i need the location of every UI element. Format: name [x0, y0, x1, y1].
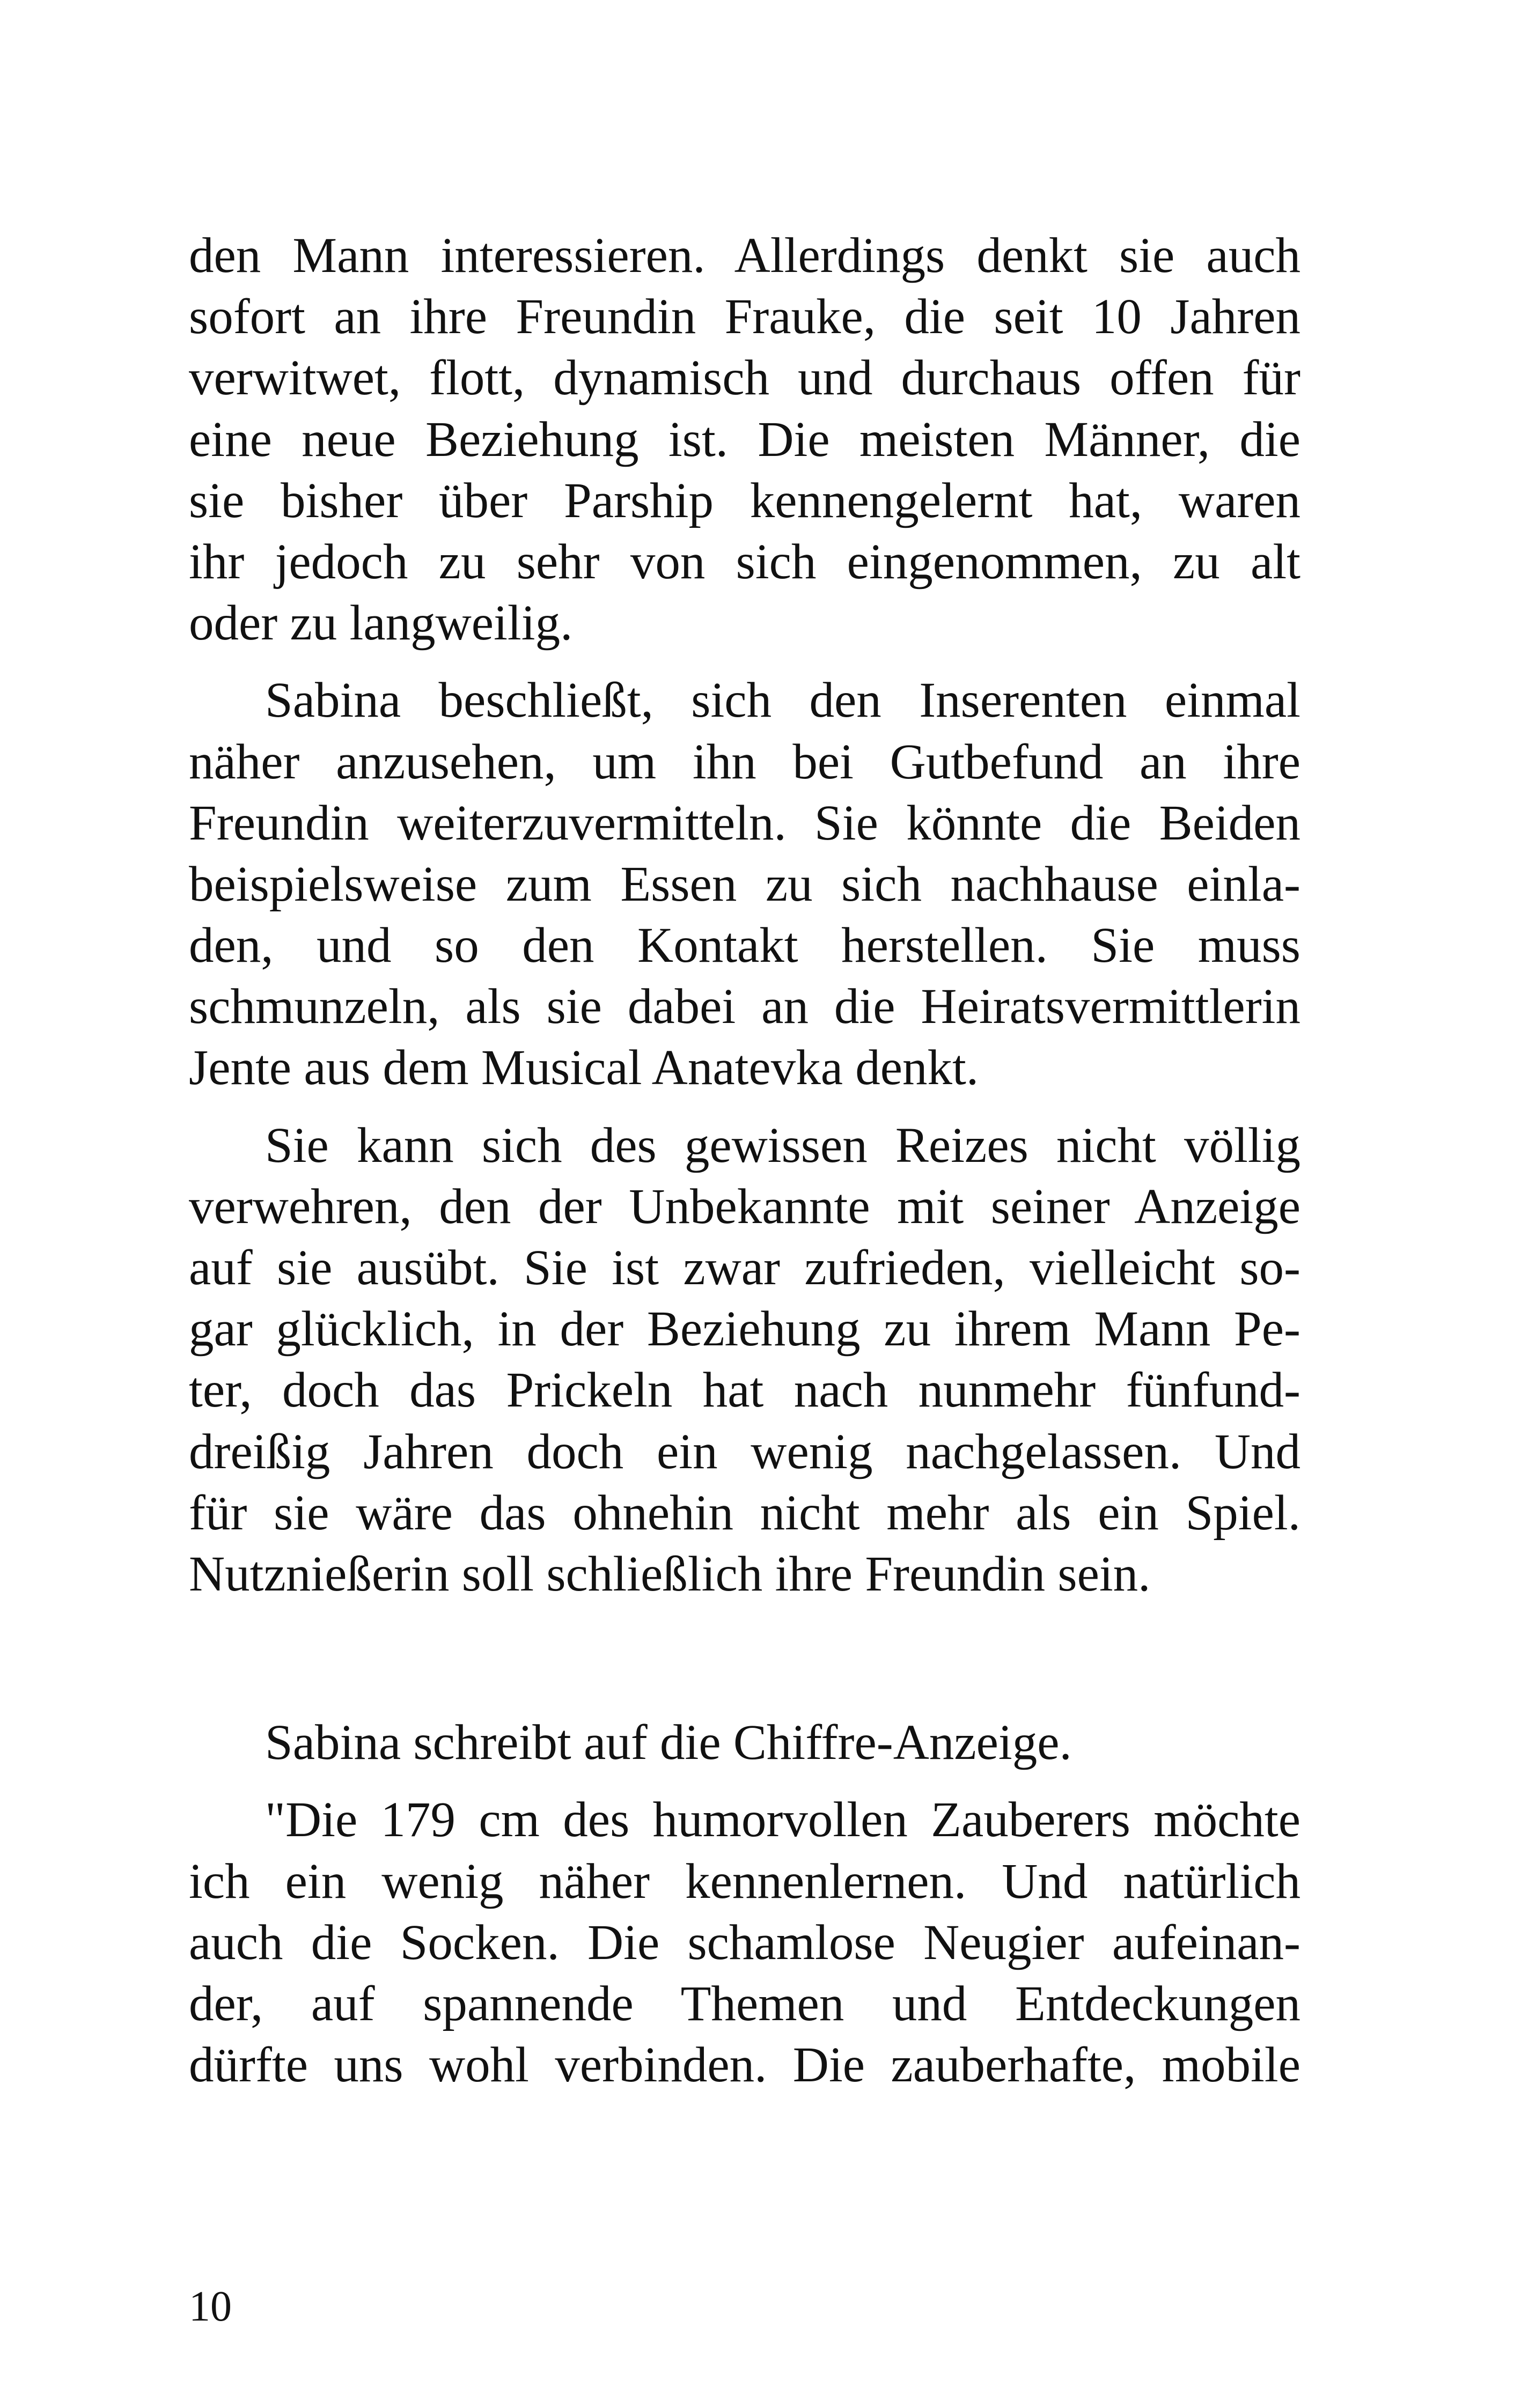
section-break [189, 1605, 1300, 1712]
text-line: Jente aus dem Musical Anatevka denkt. [189, 1040, 979, 1096]
text-line: gar glücklich, in der Beziehung zu ihrem Mann Pe- [189, 1301, 1300, 1357]
text-line: näher anzusehen, um ihn bei Gutbefund an ihre [189, 734, 1300, 790]
text-line: ihr jedoch zu sehr von sich eingenommen, zu alt [189, 534, 1300, 590]
paragraph [189, 1712, 1300, 1773]
body-text [189, 225, 1300, 2096]
text-line: dreißig Jahren doch ein wenig nachgelassen. Und [189, 1424, 1300, 1479]
paragraph [189, 225, 1300, 654]
text-line: Freundin weiterzuvermitteln. Sie könnte die Beiden [189, 795, 1300, 851]
text-line: "Die 179 cm des humorvollen Zauberers möchte [265, 1792, 1300, 1848]
text-line: ter, doch das Prickeln hat nach nunmehr fünfund- [189, 1363, 1300, 1418]
text-line: Sabina schreibt auf die Chiffre-Anzeige. [265, 1715, 1072, 1771]
text-line: auf sie ausübt. Sie ist zwar zufrieden, vielleicht so- [189, 1240, 1300, 1295]
text-line: ich ein wenig näher kennenlernen. Und natürlich [189, 1853, 1300, 1909]
text-line: der, auf spannende Themen und Entdeckungen [189, 1976, 1300, 2031]
text-line: eine neue Beziehung ist. Die meisten Männer, die [189, 411, 1300, 467]
paragraph [189, 1115, 1300, 1606]
text-line: dürfte uns wohl verbinden. Die zauberhafte, mobile [189, 2037, 1300, 2093]
text-line: beispielsweise zum Essen zu sich nachhause einla- [189, 856, 1300, 912]
text-line: den Mann interessieren. Allerdings denkt sie auch [189, 228, 1300, 283]
text-line: sie bisher über Parship kennengelernt hat, waren [189, 473, 1300, 528]
page-number: 10 [189, 2283, 232, 2330]
text-line: den, und so den Kontakt herstellen. Sie muss [189, 918, 1300, 974]
text-line: Sabina beschließt, sich den Inserenten einmal [265, 673, 1300, 728]
text-line: für sie wäre das ohnehin nicht mehr als ein Spiel. [189, 1485, 1300, 1541]
text-line: verwehren, den der Unbekannte mit seiner Anzeige [189, 1179, 1300, 1234]
paragraph [189, 1790, 1300, 2096]
text-line: oder zu langweilig. [189, 595, 573, 651]
text-line: verwitwet, flott, dynamisch und durchaus offen für [189, 350, 1300, 406]
text-line: auch die Socken. Die schamlose Neugier aufeinan- [189, 1914, 1300, 1970]
text-line: Sie kann sich des gewissen Reizes nicht völlig [265, 1117, 1300, 1173]
paragraph [189, 670, 1300, 1099]
text-line: Nutznießerin soll schließlich ihre Freundin sein. [189, 1546, 1151, 1602]
text-line: sofort an ihre Freundin Frauke, die seit 10 Jahren [189, 289, 1300, 345]
text-line: schmunzeln, als sie dabei an die Heiratsvermittlerin [189, 979, 1300, 1035]
